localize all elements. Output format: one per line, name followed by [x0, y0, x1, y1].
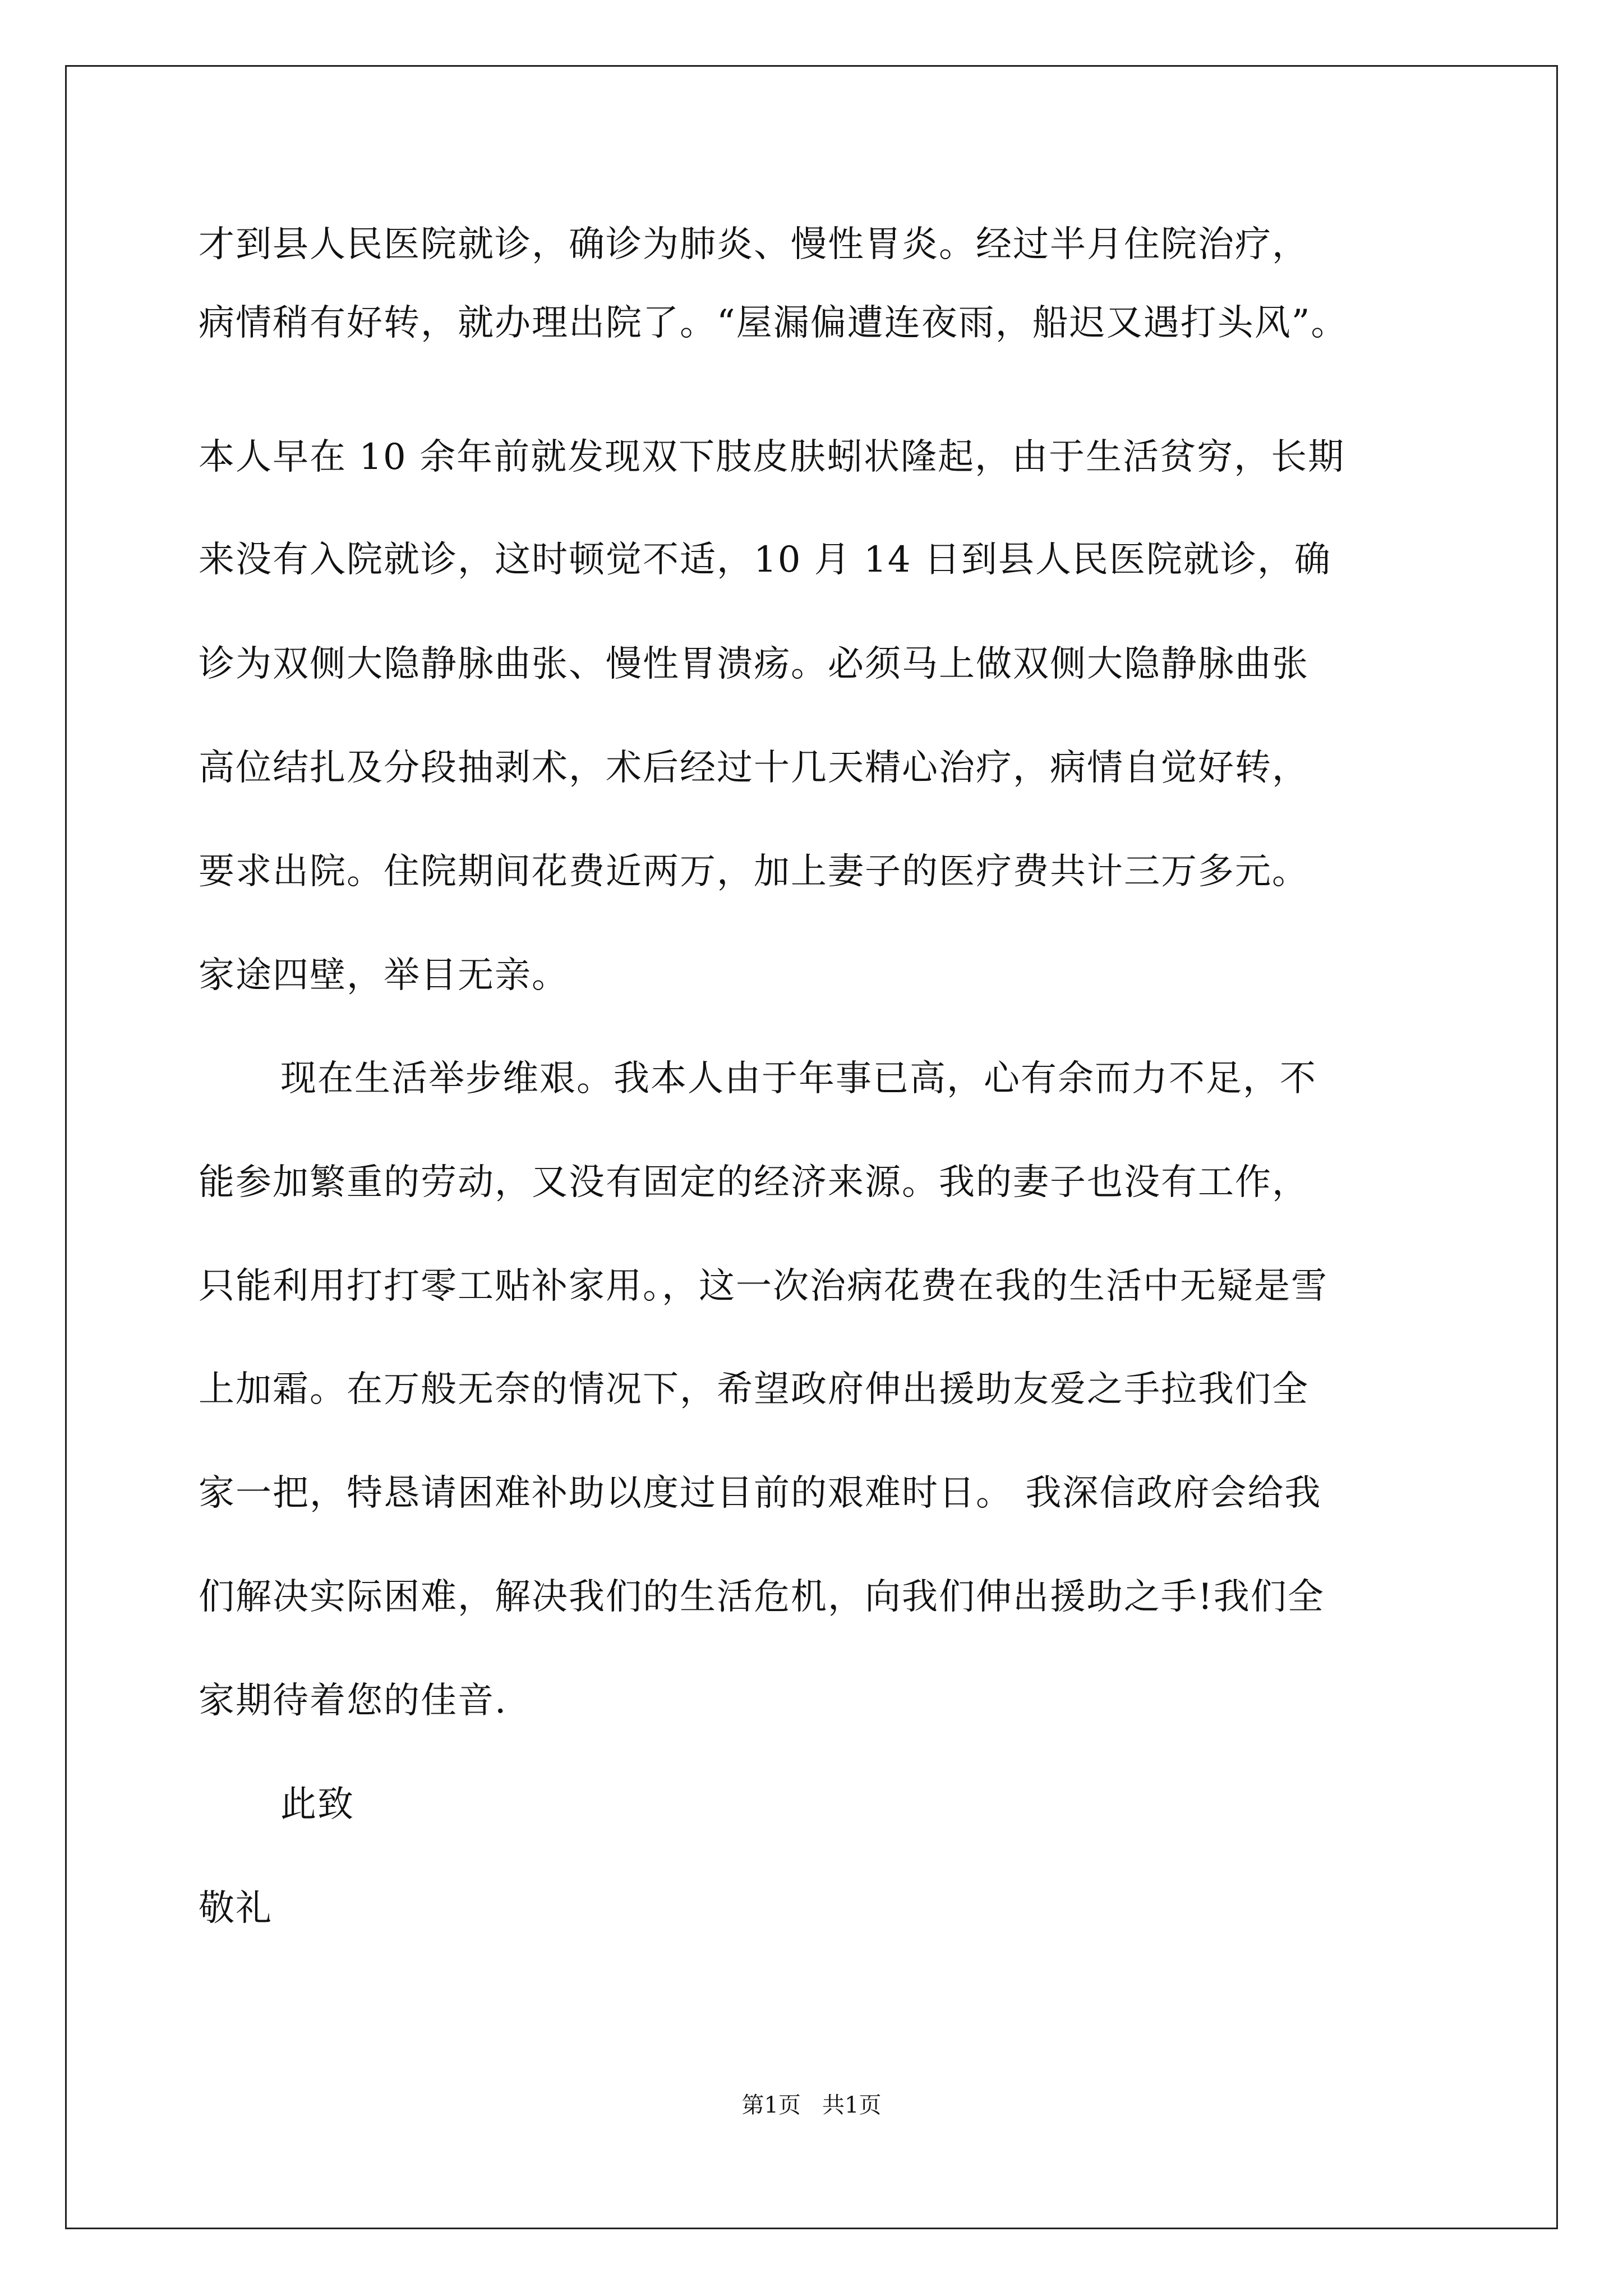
- text-line: 病情稍有好转，就办理出院了。“屋漏偏遭连夜雨，船迟又遇打头风”。: [199, 302, 1348, 344]
- text-line: 要求出院。住院期间花费近两万，加上妻子的医疗费共计三万多元。: [199, 851, 1309, 892]
- text-line: 来没有入院就诊，这时顿觉不适，10 月 14 日到县人民医院就诊，确: [199, 539, 1331, 581]
- text-line: 家途四壁，举目无亲。: [199, 955, 569, 996]
- salutation-line: 此致: [280, 1784, 354, 1825]
- text-line: 高位结扎及分段抽剥术，术后经过十几天精心治疗，病情自觉好转，: [199, 747, 1309, 789]
- text-line: 家一把，特恳请困难补助以度过目前的艰难时日。 我深信政府会给我: [199, 1473, 1322, 1514]
- text-line: 才到县人民医院就诊，确诊为肺炎、慢性胃炎。经过半月住院治疗，: [199, 224, 1309, 265]
- text-line: 只能利用打打零工贴补家用。，这一次治病花费在我的生活中无疑是雪: [199, 1266, 1328, 1307]
- page-footer: 第1页 共1页: [741, 2092, 882, 2118]
- text-line: 家期待着您的佳音.: [199, 1680, 508, 1722]
- text-line: 本人早在 10 余年前就发现双下肢皮肤蚓状隆起，由于生活贫穷，长期: [199, 436, 1345, 478]
- text-line: 诊为双侧大隐静脉曲张、慢性胃溃疡。必须马上做双侧大隐静脉曲张: [199, 643, 1309, 685]
- text-line: 能参加繁重的劳动，又没有固定的经济来源。我的妻子也没有工作，: [199, 1162, 1309, 1203]
- closing-line: 敬礼: [199, 1888, 273, 1929]
- page-border: [65, 65, 1558, 2229]
- paragraph-start-line: 现在生活举步维艰。我本人由于年事已高，心有余而力不足，不: [280, 1058, 1317, 1099]
- text-line: 们解决实际困难，解决我们的生活危机，向我们伸出援助之手!我们全: [199, 1576, 1325, 1618]
- text-line: 上加霜。在万般无奈的情况下，希望政府伸出援助友爱之手拉我们全: [199, 1369, 1309, 1410]
